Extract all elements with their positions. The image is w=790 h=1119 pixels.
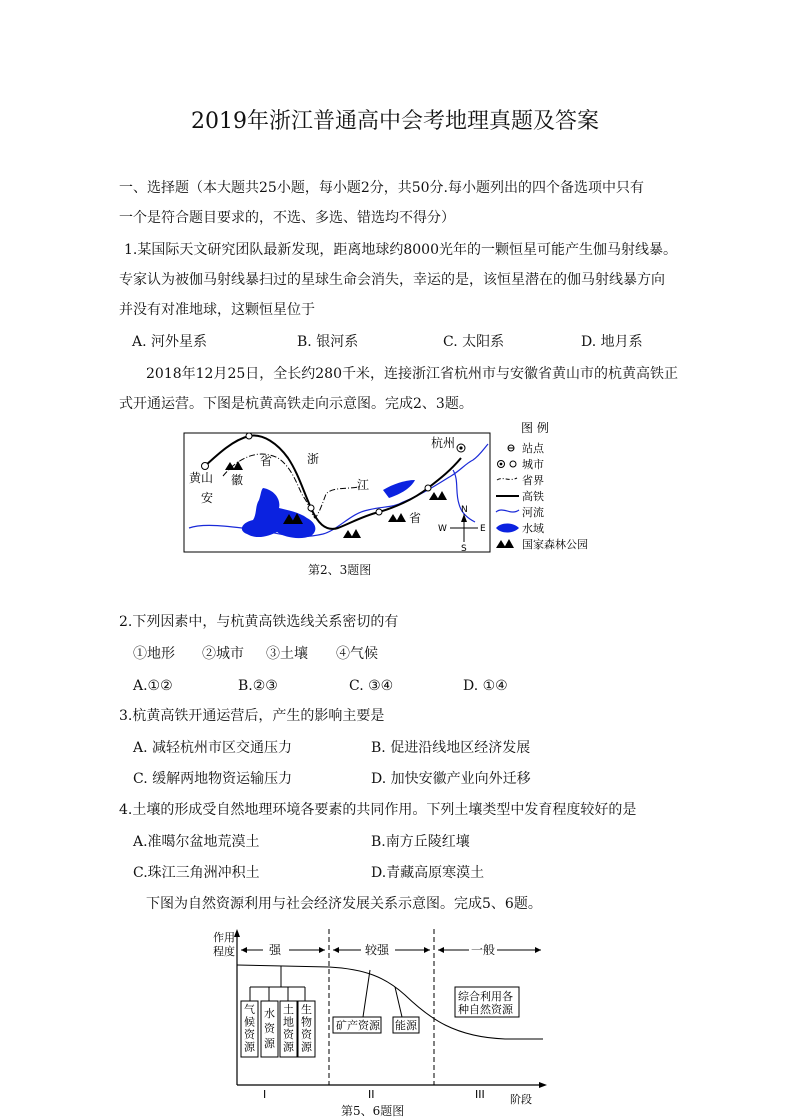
intro-23-line1: 2018年12月25日，全长约280千米，连接浙江省杭州市与安徽省黄山市的杭黄高铁正 <box>146 366 678 382</box>
q2-stem: 2.下列因素中，与杭黄高铁选线关系密切的有 <box>119 614 399 630</box>
map-frame <box>184 433 490 552</box>
map-label-hangzhou: 杭州 <box>431 436 456 450</box>
city-marker-huangshan <box>202 463 209 470</box>
map-label-sheng-left: 省 <box>260 454 273 468</box>
legend-railway <box>496 489 544 503</box>
q1-option-c: C. 太阳系 <box>443 334 505 350</box>
q2-item-1: ①地形 <box>133 646 175 662</box>
q2-item-3: ③土壤 <box>266 646 308 662</box>
svg-text:水域: 水域 <box>522 522 544 535</box>
section-instruction-line2: 一个是符合题目要求的，不选、多选、错选均不得分） <box>119 210 455 226</box>
svg-text:河流: 河流 <box>522 506 544 519</box>
q3-stem: 3.杭黄高铁开通运营后，产生的影响主要是 <box>119 708 385 724</box>
stage-label-strong: 强 <box>269 943 282 957</box>
legend-park <box>496 537 588 551</box>
q3-option-d: D. 加快安徽产业向外迁移 <box>371 771 531 787</box>
box-climate-label: 气候资源 <box>244 1003 255 1054</box>
q1-option-d: D. 地月系 <box>581 334 643 350</box>
svg-text:站点: 站点 <box>522 442 544 455</box>
stage-numeral-3: III <box>475 1088 485 1101</box>
legend-river <box>496 505 544 519</box>
box-combined-line1: 综合利用各 <box>458 990 513 1003</box>
svg-text:高铁: 高铁 <box>522 490 544 503</box>
q3-option-c: C. 缓解两地物资运输压力 <box>133 771 293 787</box>
compass-w: W <box>438 524 447 534</box>
svg-text:省界: 省界 <box>522 474 544 487</box>
q2-option-a: A.①② <box>133 678 173 694</box>
compass-icon <box>438 505 486 554</box>
station-marker-2 <box>308 505 314 511</box>
q1-option-b: B. 银河系 <box>297 334 359 350</box>
railway-line <box>205 436 461 529</box>
q4-option-d: D.青藏高原寒漠土 <box>371 865 485 881</box>
q4-stem: 4.土壤的形成受自然地理环境各要素的共同作用。下列土壤类型中发育程度较好的是 <box>119 802 637 818</box>
river-line <box>189 444 488 537</box>
water-body <box>242 488 315 538</box>
q4-option-c: C.珠江三角洲冲积土 <box>133 865 260 881</box>
yaxis-label-1: 作用 <box>213 931 235 944</box>
q2-option-d: D. ①④ <box>463 678 508 694</box>
q3-option-b: B. 促进沿线地区经济发展 <box>371 740 531 756</box>
box-land-label: 土地资源 <box>283 1003 294 1054</box>
intro-23-line2: 式开通运营。下图是杭黄高铁走向示意图。完成2、3题。 <box>119 396 473 412</box>
box-combined-line2: 种自然资源 <box>458 1003 513 1016</box>
svg-text:城市: 城市 <box>522 458 544 471</box>
stage-numeral-1: I <box>263 1088 267 1101</box>
diagram-caption: 第5、6题图 <box>341 1104 405 1118</box>
yaxis-label-2: 程度 <box>213 945 235 958</box>
box-water-label: 水资源 <box>264 1007 275 1050</box>
map-label-jiang: 江 <box>357 478 370 492</box>
legend-title: 图 例 <box>521 421 549 435</box>
q4-option-a: A.准噶尔盆地荒漠土 <box>133 834 260 850</box>
xaxis-label: 阶段 <box>510 1093 532 1105</box>
svg-text:国家森林公园: 国家森林公园 <box>522 538 588 551</box>
q2-item-4: ④气候 <box>336 646 378 662</box>
intro-56: 下图为自然资源利用与社会经济发展关系示意图。完成5、6题。 <box>146 896 542 912</box>
stage-label-normal: 一般 <box>471 943 496 957</box>
map-label-an: 安 <box>201 491 214 505</box>
legend-border <box>497 473 544 487</box>
legend-city <box>498 458 545 471</box>
railway-map-figure <box>183 418 603 558</box>
water-body-east <box>383 480 415 498</box>
box-bio-label: 生物资源 <box>301 1003 312 1054</box>
legend-station <box>508 441 545 455</box>
map-label-zhe: 浙 <box>307 452 320 466</box>
q2-item-2: ②城市 <box>202 646 244 662</box>
station-marker-3 <box>376 509 382 515</box>
resource-diagram-figure <box>205 925 565 1105</box>
q1-option-a: A. 河外星系 <box>132 334 208 350</box>
compass-n: N <box>461 505 468 515</box>
station-marker-4 <box>425 485 431 491</box>
q2-option-c: C. ③④ <box>349 678 394 694</box>
station-marker-1 <box>246 433 252 439</box>
stage-numeral-2: II <box>368 1088 375 1101</box>
q1-stem-line3: 并没有对准地球，这颗恒星位于 <box>119 302 315 318</box>
q1-stem-line1: 1.某国际天文研究团队最新发现，距离地球约8000光年的一颗恒星可能产生伽马射线暴。 <box>124 242 677 258</box>
map-caption: 第2、3题图 <box>308 563 372 577</box>
map-label-sheng-right: 省 <box>409 511 422 525</box>
province-border <box>223 454 363 518</box>
q4-option-b: B.南方丘陵红壤 <box>371 834 470 850</box>
q1-stem-line2: 专家认为被伽马射线暴扫过的星球生命会消失，幸运的是，该恒星潜在的伽马射线暴方向 <box>119 272 665 288</box>
legend-water <box>496 521 544 535</box>
stage-label-medium: 较强 <box>365 943 390 957</box>
compass-e: E <box>480 524 486 534</box>
box-energy: 能源 <box>395 1019 417 1032</box>
q3-option-a: A. 减轻杭州市区交通压力 <box>133 740 293 756</box>
section-instruction-line1: 一、选择题（本大题共25小题，每小题2分，共50分.每小题列出的四个备选项中只有 <box>119 180 644 196</box>
map-label-huangshan: 黄山 <box>189 471 214 485</box>
page-title: 2019年浙江普通高中会考地理真题及答案 <box>191 109 599 134</box>
box-mineral: 矿产资源 <box>336 1019 380 1032</box>
compass-s: S <box>461 544 467 554</box>
q2-option-b: B.②③ <box>238 678 278 694</box>
map-label-hui: 徽 <box>231 473 244 487</box>
